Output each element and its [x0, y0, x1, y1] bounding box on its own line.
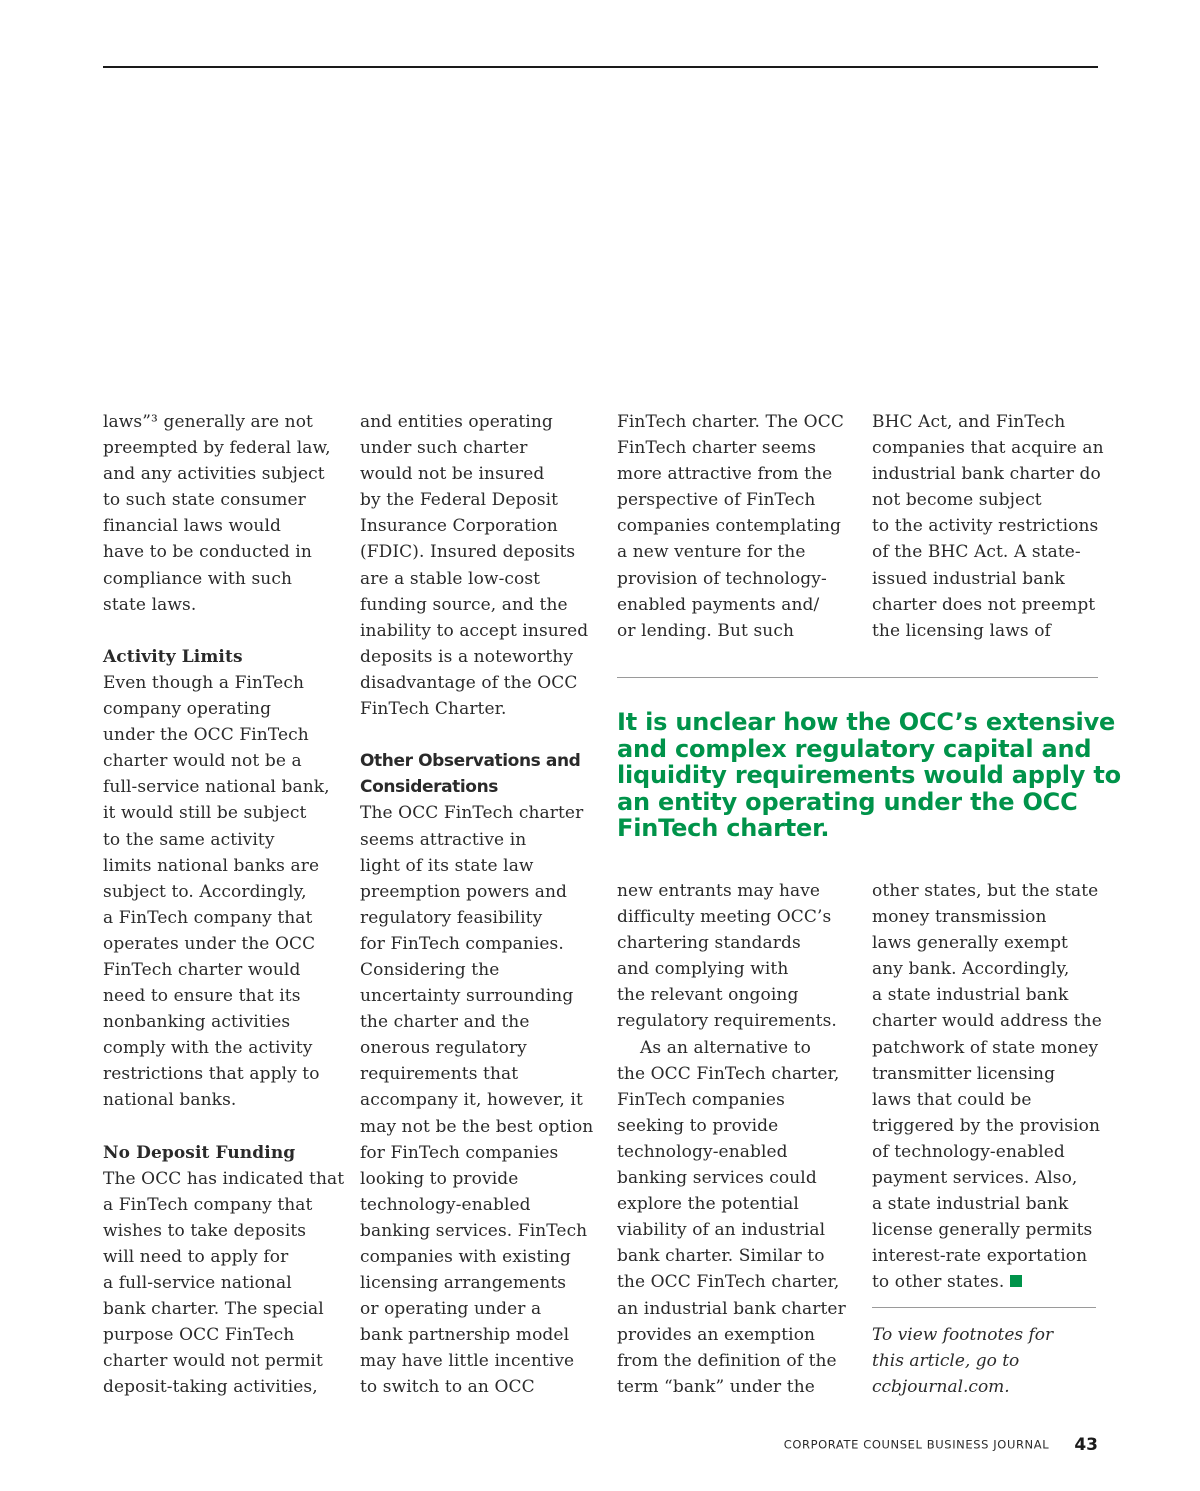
text-line: The OCC has indicated that	[103, 1168, 345, 1189]
text-line: FinTech Charter.	[360, 699, 507, 720]
text-line: banking services. FinTech	[360, 1220, 588, 1241]
text-line: licensing arrangements	[360, 1273, 567, 1294]
text-line: for FinTech companies	[360, 1142, 559, 1163]
text-line: seems attractive in	[360, 829, 527, 850]
text-line: viability of an industrial	[617, 1220, 826, 1241]
text-line: funding source, and the	[360, 594, 568, 615]
text-line: or operating under a	[360, 1299, 542, 1320]
text-line: this article, go to	[872, 1351, 1020, 1372]
col1-intro	[103, 409, 343, 618]
text-line: subject to. Accordingly,	[103, 881, 307, 902]
text-line: FinTech charter would	[103, 959, 301, 980]
text-line: charter would not be a	[103, 751, 302, 772]
text-line: will need to apply for	[103, 1247, 289, 1267]
text-line: companies that acquire an	[872, 438, 1104, 459]
text-line: technology-enabled	[617, 1141, 788, 1162]
text-line: industrial bank charter do	[872, 464, 1101, 485]
text-line: an industrial bank charter	[617, 1298, 846, 1319]
text-line: for FinTech companies.	[360, 933, 564, 954]
column-3-bottom	[617, 878, 857, 1400]
text-line: Even though a FinTech	[103, 672, 304, 693]
page-number: 43	[1074, 1434, 1098, 1455]
text-line: license generally permits	[872, 1220, 1093, 1241]
text-line: banking services could	[617, 1168, 817, 1189]
col1-deposit-text	[103, 1166, 343, 1401]
text-line: seeking to provide	[617, 1115, 779, 1136]
text-line: a FinTech company that	[103, 907, 313, 928]
text-line: the charter and the	[360, 1012, 530, 1033]
text-line: comply with the activity	[103, 1038, 313, 1059]
text-line: to the activity restrictions	[872, 516, 1099, 537]
col3-paragraph-start: As an alternative to	[640, 1037, 811, 1058]
text-line: payment services. Also,	[872, 1168, 1078, 1189]
text-line: perspective of FinTech	[617, 490, 816, 511]
text-line: and complex regulatory capital and	[617, 734, 1092, 763]
text-line: FinTech companies	[617, 1089, 785, 1110]
text-line: Considering the	[360, 959, 500, 980]
text-line: restrictions that apply to	[103, 1064, 320, 1085]
text-line: state laws.	[103, 594, 197, 615]
text-line: To view footnotes for	[872, 1325, 1054, 1345]
text-line: bank charter. Similar to	[617, 1246, 825, 1267]
no-deposit-funding-heading: No Deposit Funding	[103, 1142, 296, 1163]
footnote-text	[872, 1322, 1102, 1400]
text-line: the OCC FinTech charter,	[617, 1063, 840, 1084]
pull-quote	[617, 708, 1121, 843]
text-line: companies with existing	[360, 1247, 571, 1267]
col4-bottom-text	[872, 878, 1112, 1269]
text-line: compliance with such	[103, 568, 293, 589]
text-line: an entity operating under the OCC	[617, 787, 1078, 816]
text-line: FinTech charter seems	[617, 438, 817, 459]
text-line: uncertainty surrounding	[360, 986, 574, 1007]
pull-quote-text	[617, 708, 1121, 843]
text-line: deposits is a noteworthy	[360, 646, 574, 667]
text-line: deposit-taking activities,	[103, 1377, 318, 1398]
col4-top-text	[872, 409, 1112, 644]
text-line: light of its state law	[360, 855, 534, 876]
text-line: limits national banks are	[103, 855, 320, 876]
text-line: operates under the OCC	[103, 933, 316, 954]
text-line: of the BHC Act. A state-	[872, 542, 1081, 563]
activity-limits-heading: Activity Limits	[103, 646, 243, 667]
text-line: laws generally exempt	[872, 933, 1068, 954]
column-4-top	[872, 409, 1112, 644]
text-line: chartering standards	[617, 933, 801, 954]
col4-last-line	[872, 1269, 1112, 1295]
text-line: issued industrial bank	[872, 568, 1065, 589]
text-line: laws that could be	[872, 1089, 1032, 1110]
text-line: companies contemplating	[617, 516, 842, 537]
text-line: It is unclear how the OCC’s extensive	[617, 708, 1116, 736]
text-line: regulatory requirements.	[617, 1011, 837, 1032]
footnote-note	[872, 1322, 1102, 1400]
text-line: it would still be subject	[103, 803, 307, 824]
text-line: not become subject	[872, 490, 1042, 511]
text-line: interest-rate exportation	[872, 1246, 1088, 1267]
text-line: the relevant ongoing	[617, 985, 799, 1006]
text-line: ccbjournal.com.	[872, 1377, 1010, 1398]
text-line: liquidity requirements would apply to	[617, 761, 1121, 790]
text-line: from the definition of the	[617, 1350, 837, 1371]
text-line: a new venture for the	[617, 542, 806, 563]
other-observations-heading-line-2: Considerations	[360, 777, 499, 798]
text-line: charter would not permit	[103, 1351, 323, 1372]
text-line: triggered by the provision	[872, 1115, 1101, 1136]
text-line: and complying with	[617, 959, 789, 980]
text-line: and entities operating	[360, 412, 553, 432]
text-line: transmitter licensing	[872, 1063, 1056, 1084]
text-line: or lending. But such	[617, 620, 794, 641]
text-line: provides an exemption	[617, 1324, 816, 1345]
col3-bottom-text-a	[617, 878, 857, 1035]
column-4-bottom	[872, 878, 1112, 1296]
text-line: are a stable low-cost	[360, 568, 541, 589]
text-line: need to ensure that its	[103, 986, 301, 1007]
col2-intro	[360, 409, 600, 722]
text-line: financial laws would	[103, 516, 282, 537]
text-line: preempted by federal law,	[103, 438, 331, 459]
text-line: FinTech charter.	[617, 814, 830, 843]
text-line: more attractive from the	[617, 464, 833, 485]
column-2	[360, 409, 600, 1401]
text-line: a state industrial bank	[872, 1194, 1069, 1215]
text-line: under such charter	[360, 438, 528, 459]
top-rule	[103, 66, 1098, 68]
text-line: charter would address the	[872, 1011, 1102, 1032]
text-line: laws”³ generally are not	[103, 412, 313, 432]
text-line: other states, but the state	[872, 881, 1099, 901]
text-line: new entrants may have	[617, 881, 821, 901]
end-mark-icon	[1010, 1275, 1022, 1287]
text-line: any bank. Accordingly,	[872, 959, 1070, 980]
text-line: have to be conducted in	[103, 542, 312, 563]
text-line: a state industrial bank	[872, 985, 1069, 1006]
other-observations-heading-line-1: Other Observations and	[360, 751, 581, 772]
text-line: term “bank” under the	[617, 1376, 815, 1397]
text-line: BHC Act, and FinTech	[872, 412, 1066, 432]
text-line: nonbanking activities	[103, 1012, 291, 1033]
text-line: explore the potential	[617, 1194, 799, 1215]
footnote-rule	[872, 1307, 1096, 1308]
text-line: Insurance Corporation	[360, 516, 558, 537]
text-line: enabled payments and/	[617, 594, 820, 615]
text-line: company operating	[103, 699, 272, 720]
page-footer	[700, 1434, 1098, 1455]
text-line: to switch to an OCC	[360, 1377, 535, 1398]
col2-other-text	[360, 800, 600, 1400]
text-line: purpose OCC FinTech	[103, 1325, 295, 1346]
text-line: regulatory feasibility	[360, 907, 543, 928]
text-line: to such state consumer	[103, 490, 306, 511]
text-line: wishes to take deposits	[103, 1220, 307, 1241]
text-line: national banks.	[103, 1090, 237, 1111]
text-line: under the OCC FinTech	[103, 725, 309, 746]
journal-name: CORPORATE COUNSEL BUSINESS JOURNAL	[783, 1437, 1050, 1452]
text-line: (FDIC). Insured deposits	[360, 542, 576, 563]
text-line: accompany it, however, it	[360, 1090, 583, 1111]
text-line: and any activities subject	[103, 464, 325, 485]
text-line: bank charter. The special	[103, 1299, 324, 1320]
text-line: a full-service national	[103, 1273, 292, 1294]
col1-activity-text	[103, 670, 343, 1114]
text-line: technology-enabled	[360, 1194, 531, 1215]
text-line: FinTech charter. The OCC	[617, 412, 844, 432]
text-line: may have little incentive	[360, 1351, 575, 1372]
text-line: bank partnership model	[360, 1325, 570, 1346]
text-line: The OCC FinTech charter	[360, 803, 584, 824]
text-line: requirements that	[360, 1064, 519, 1085]
text-line: to the same activity	[103, 829, 275, 850]
text-line: of technology-enabled	[872, 1141, 1065, 1162]
text-line: full-service national bank,	[103, 777, 330, 798]
text-line: would not be insured	[360, 464, 545, 485]
column-1	[103, 409, 343, 1401]
text-line: may not be the best option	[360, 1116, 594, 1137]
text-line: provision of technology-	[617, 568, 827, 589]
text-line: the licensing laws of	[872, 620, 1051, 641]
col4-last-line-text: to other states.	[872, 1272, 1005, 1293]
pullquote-rule	[617, 677, 1098, 678]
text-line: looking to provide	[360, 1168, 519, 1189]
text-line: inability to accept insured	[360, 620, 589, 641]
col3-bottom-text-b	[617, 1061, 857, 1400]
text-line: disadvantage of the OCC	[360, 672, 578, 693]
text-line: difficulty meeting OCC’s	[617, 907, 832, 928]
text-line: a FinTech company that	[103, 1194, 313, 1215]
text-line: preemption powers and	[360, 881, 568, 902]
text-line: by the Federal Deposit	[360, 490, 559, 511]
column-3-top	[617, 409, 857, 644]
text-line: money transmission	[872, 907, 1047, 928]
col3-top-text	[617, 409, 857, 644]
text-line: onerous regulatory	[360, 1038, 527, 1059]
text-line: charter does not preempt	[872, 594, 1096, 615]
text-line: patchwork of state money	[872, 1037, 1099, 1058]
text-line: the OCC FinTech charter,	[617, 1272, 840, 1293]
